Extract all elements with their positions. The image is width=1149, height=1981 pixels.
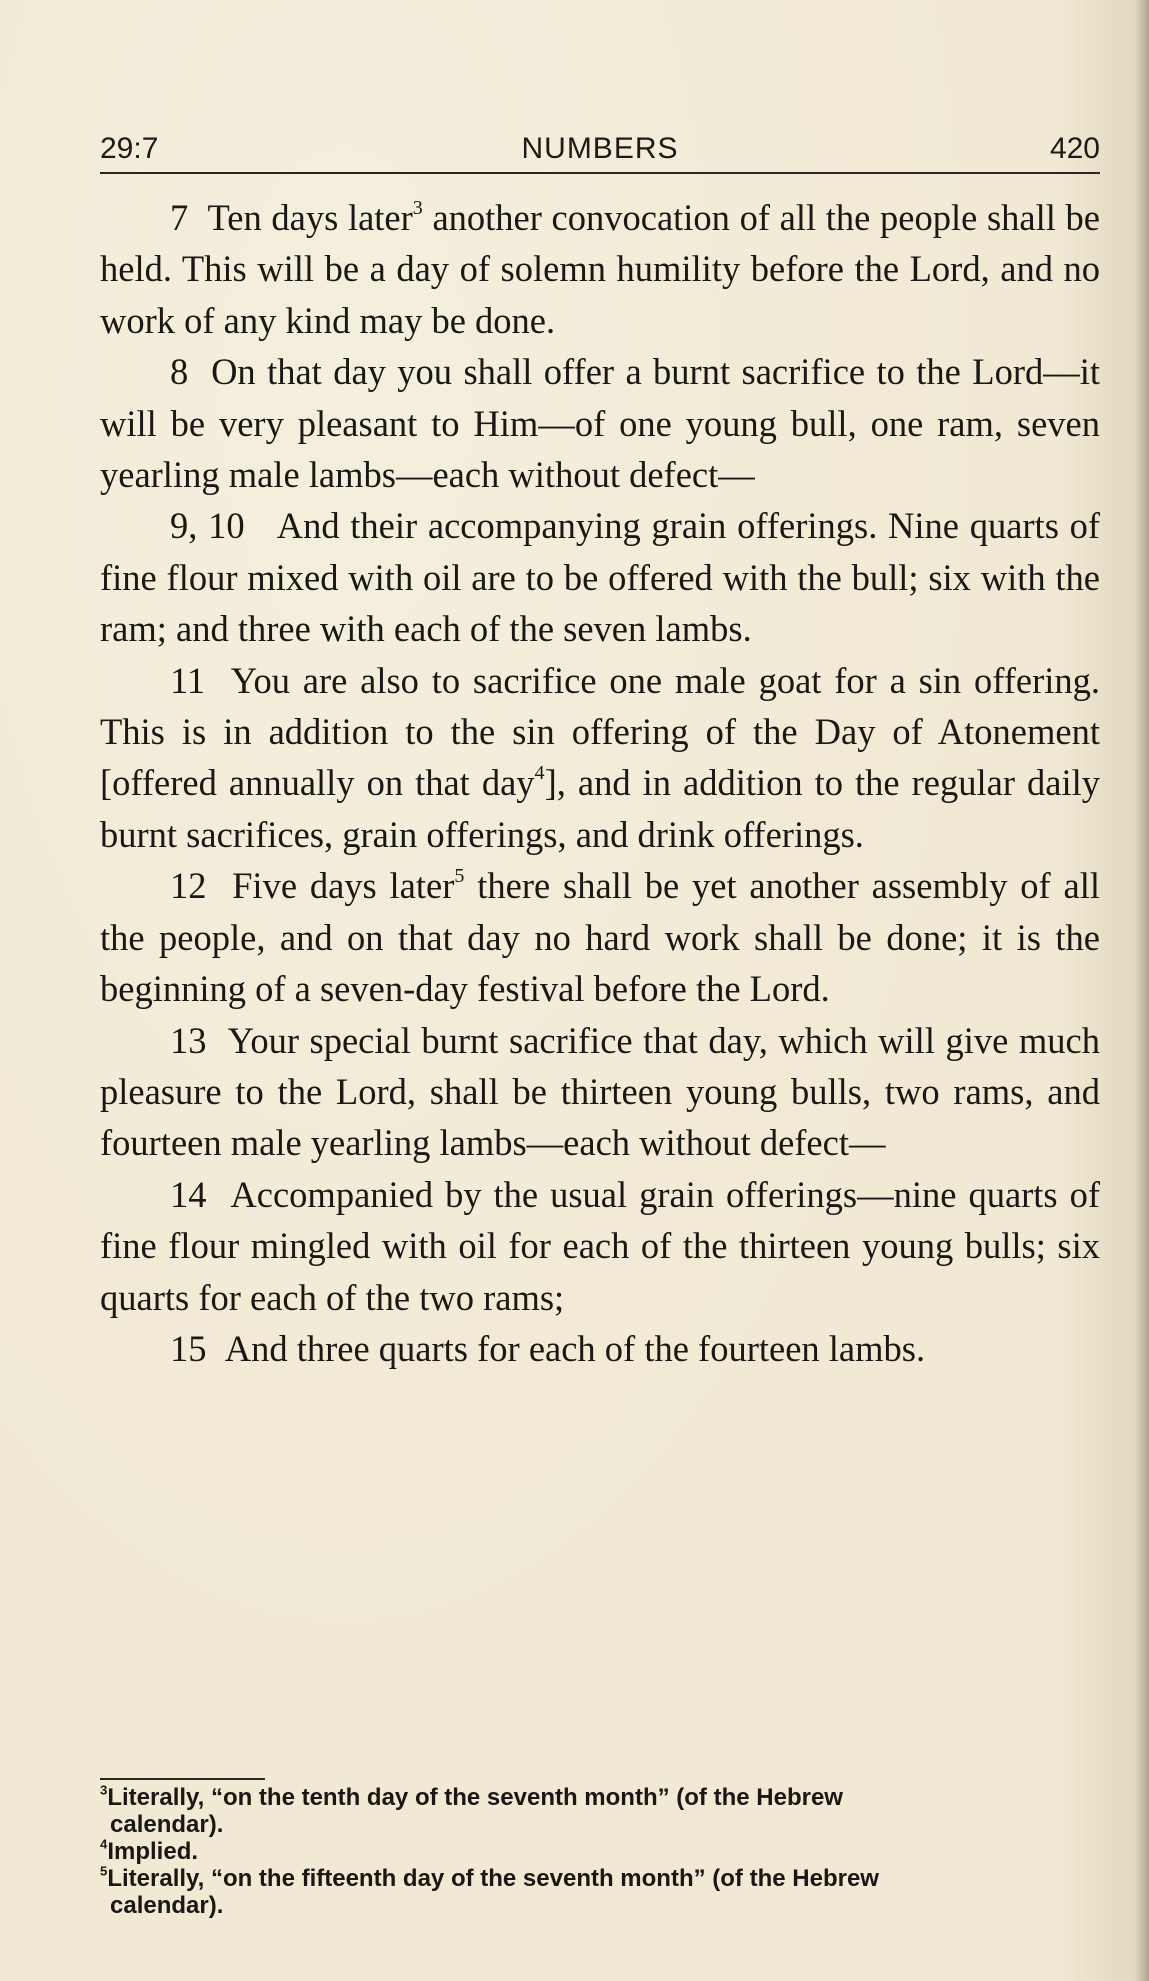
verse-number: 7 [170,197,189,238]
verse-number: 15 [170,1327,207,1369]
verse-7 [100,192,1100,346]
verse-number: 8 [170,351,189,393]
verse-text: On that day you shall offer a burnt sacrifice to the Lord—it will be very pleasant to Him—of one young bull, one ram, seven yearling male lambs—each without defect— [100,351,1101,496]
verse-14 [100,1169,1100,1323]
verse-11 [100,655,1100,861]
footnote-marker: 4 [534,762,545,785]
verse-text-continued: another convocation of all the people shall be held. This will be a day of solemn humility before the Lord, and no work of any kind may be done. [100,197,1100,341]
footnote-text: Literally, “on the fifteenth day of the seventh month” (of the Hebrew [107,1865,879,1892]
footnote-text-continued: calendar). [110,1892,224,1919]
footnote-3-continued [100,1811,1096,1838]
footnote-marker: 3 [412,196,423,219]
header-page-number: 420 [1049,132,1100,165]
verse-number: 11 [170,659,206,701]
running-header [100,132,1100,176]
header-book-title: NUMBERS [521,132,679,165]
verse-15 [100,1323,1100,1374]
header-chapter-verse: 29:7 [100,132,159,165]
verse-text-block [100,192,1100,1374]
footnote-marker: 5 [454,865,465,888]
verse-text: Accompanied by the usual grain offerings—nine quarts of fine flour mingled with oil for each of the thirteen young bulls; six quarts for each of the two rams; [100,1173,1101,1318]
verse-9-10 [100,500,1100,654]
verse-text: Five days later [232,865,455,907]
verse-text: You are also to sacrifice one male goat for a sin offering. This is in addition to the sin offering of the Day of Atonement [offered annually on that day [100,659,1100,804]
verse-number: 14 [170,1173,207,1215]
header-rule [100,172,1100,174]
verse-text: Your special burnt sacrifice that day, which will give much pleasure to the Lord, shall be thirteen young bulls, two rams, and fourteen male yearling lambs—each without defect— [100,1019,1100,1164]
verse-text: And their accompanying grain offerings. Nine quarts of fine flour mixed with oil are to be offered with the bull; six with the ram; and three with each of the seven lambs. [100,505,1101,650]
verse-8 [100,346,1100,500]
verse-13 [100,1015,1100,1169]
verse-text: And three quarts for each of the fourteen lambs. [224,1327,926,1369]
verse-number: 13 [170,1019,207,1061]
verse-number: 12 [170,865,207,907]
footnote-5-continued [100,1892,1096,1919]
page-edge-shadow [1135,0,1149,1981]
footnotes-block [100,1784,1096,1919]
footnote-mark: 3 [100,1782,108,1798]
footnote-5 [100,1865,1096,1892]
footnote-4 [100,1838,1096,1865]
verse-12 [100,860,1100,1014]
footnote-mark: 4 [100,1836,108,1852]
footnote-mark: 5 [100,1863,108,1879]
footnote-rule [100,1778,265,1780]
footnote-text: Literally, “on the tenth day of the seventh month” (of the Hebrew [107,1784,843,1811]
footnote-3 [100,1784,1096,1811]
verse-number: 9, 10 [170,505,245,547]
verse-text: Ten days later [207,197,413,238]
verse-text-continued: ], and in addition to the regular daily burnt sacrifices, grain offerings, and drink offerings. [100,762,1100,855]
footnote-text-continued: calendar). [110,1811,224,1838]
footnote-text: Implied. [107,1838,199,1865]
verse-text-continued: there shall be yet another assembly of all the people, and on that day no hard work shall be done; it is the beginning of a seven-day festival before the Lord. [100,865,1101,1010]
